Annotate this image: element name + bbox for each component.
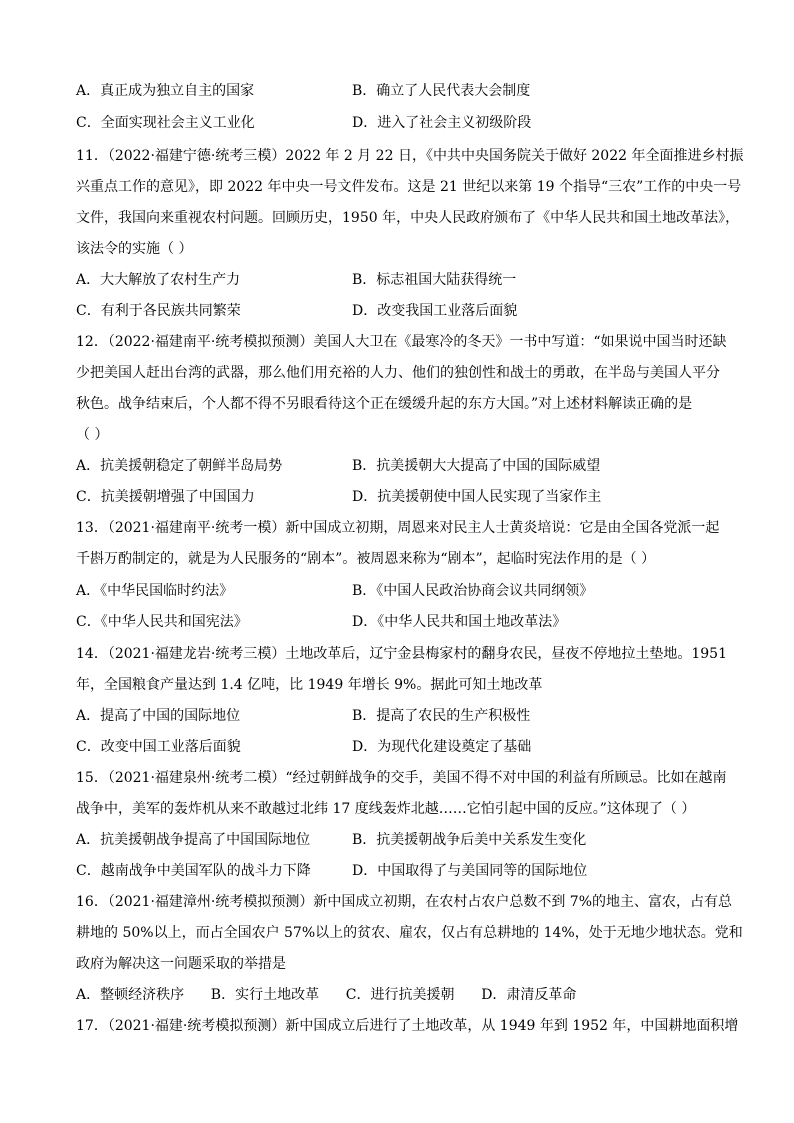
option-a: A．抗美援朝战争提高了中国国际地位 [76, 832, 311, 848]
question-12-line: （ ） [76, 427, 109, 443]
question-12-line: 12．（2022·福建南平·统考模拟预测）美国人大卫在《最寒冷的冬天》一书中写道：“如果说中国当时还缺 [76, 334, 727, 350]
option-d: D．进入了社会主义初级阶段 [352, 115, 532, 131]
question-11-line: 11．（2022·福建宁德·统考三模）2022 年 2 月 22 日，《中共中央国务院关于做好 2022 年全面推进乡村振 [76, 148, 744, 164]
option-row [76, 301, 518, 321]
option-row-single: A．整顿经济秩序 B．实行土地改革 C．进行抗美援朝 D．肃清反革命 [76, 987, 577, 1003]
question-16-line: 16．（2021·福建漳州·统考模拟预测）新中国成立初期，在农村占农户总数不到 7%的地主、富农，占有总 [76, 894, 733, 910]
option-d: D．《中华人民共和国土地改革法》 [352, 614, 567, 630]
option-d: D．改变我国工业落后面貌 [352, 303, 518, 319]
question-13-line: 千斟万酌制定的，就是为人民服务的“剧本”。被周恩来称为“剧本”，起临时宪法作用的是（ ） [76, 551, 656, 567]
option-a: A．抗美援朝稳定了朝鲜半岛局势 [76, 458, 283, 474]
option-row [76, 830, 587, 850]
question-17-line: 17．（2021·福建·统考模拟预测）新中国成立后进行了土地改革，从 1949 年到 1952 年，中国耕地面积增 [76, 1018, 739, 1034]
option-c: C．《中华人民共和国宪法》 [76, 614, 248, 630]
question-15-line: 战争中，美军的轰炸机从来不敢越过北纬 17 度线轰炸北越……它怕引起中国的反应。”这体现了（ ） [76, 801, 696, 817]
option-c: C．有利于各民族共同繁荣 [76, 303, 241, 319]
option-b: B．标志祖国大陆获得统一 [352, 272, 517, 288]
option-c: C．全面实现社会主义工业化 [76, 115, 255, 131]
option-a: A．真正成为独立自主的国家 [76, 83, 255, 99]
question-11-line: 文件，我国向来重视农村问题。回顾历史，1950 年，中央人民政府颁布了《中华人民共和国土地改革法》， [76, 210, 740, 226]
option-row [76, 487, 602, 507]
option-row [76, 270, 517, 290]
option-c: C．改变中国工业落后面貌 [76, 739, 241, 755]
option-row [76, 456, 601, 476]
question-12-line: 秋色。战争结束后，个人都不得不另眼看待这个正在缓缓升起的东方大国。”对上述材料解读正确的是 [76, 396, 693, 412]
question-16-line: 耕地的 50%以上，而占全国农户 57%以上的贫农、雇农，仅占有总耕地的 14%，处于无地少地状态。党和 [76, 925, 743, 941]
option-row [76, 81, 531, 101]
option-row [76, 706, 531, 726]
option-d: D．为现代化建设奠定了基础 [352, 739, 532, 755]
option-c: C．抗美援朝增强了中国国力 [76, 489, 255, 505]
option-b: B．《中国人民政治协商会议共同纲领》 [352, 583, 594, 599]
option-b: B．提高了农民的生产积极性 [352, 708, 531, 724]
option-c: C．越南战争中美国军队的战斗力下降 [76, 863, 311, 879]
option-d: D．中国取得了与美国同等的国际地位 [352, 863, 588, 879]
option-row [76, 861, 588, 881]
option-b: B．抗美援朝战争后美中关系发生变化 [352, 832, 587, 848]
option-row [76, 113, 532, 133]
option-row [76, 612, 567, 632]
option-a: A．大大解放了农村生产力 [76, 272, 241, 288]
option-row [76, 581, 594, 601]
question-14-line: 14．（2021·福建龙岩·统考三模）土地改革后，辽宁金县梅家村的翻身农民，昼夜不停地拉土垫地。1951 [76, 646, 727, 662]
question-16-line: 政府为解决这一问题采取的举措是 [76, 956, 286, 972]
question-15-line: 15．（2021·福建泉州·统考二模）“经过朝鲜战争的交手，美国不得不对中国的利益有所顾忌。比如在越南 [76, 770, 727, 786]
option-a: A．《中华民国临时约法》 [76, 583, 234, 599]
option-d: D．抗美援朝使中国人民实现了当家作主 [352, 489, 602, 505]
question-11-line: 兴重点工作的意见》，即 2022 年中央一号文件发布。这是 21 世纪以来第 19 个指导“三农”工作的中央一号 [76, 179, 742, 195]
question-14-line: 年，全国粮食产量达到 1.4 亿吨，比 1949 年增长 9%。据此可知土地改革 [76, 677, 543, 693]
question-13-line: 13．（2021·福建南平·统考一模）新中国成立初期，周恩来对民主人士黄炎培说：它是由全国各党派一起 [76, 520, 720, 536]
question-11-line: 该法令的实施（ ） [76, 241, 193, 257]
option-row [76, 737, 532, 757]
option-b: B．确立了人民代表大会制度 [352, 83, 531, 99]
question-12-line: 少把美国人赶出台湾的武器，那么他们用充裕的人力、他们的独创性和战士的勇敢，在半岛与美国人平分 [76, 365, 720, 381]
option-a: A．提高了中国的国际地位 [76, 708, 241, 724]
option-b: B．抗美援朝大大提高了中国的国际威望 [352, 458, 601, 474]
